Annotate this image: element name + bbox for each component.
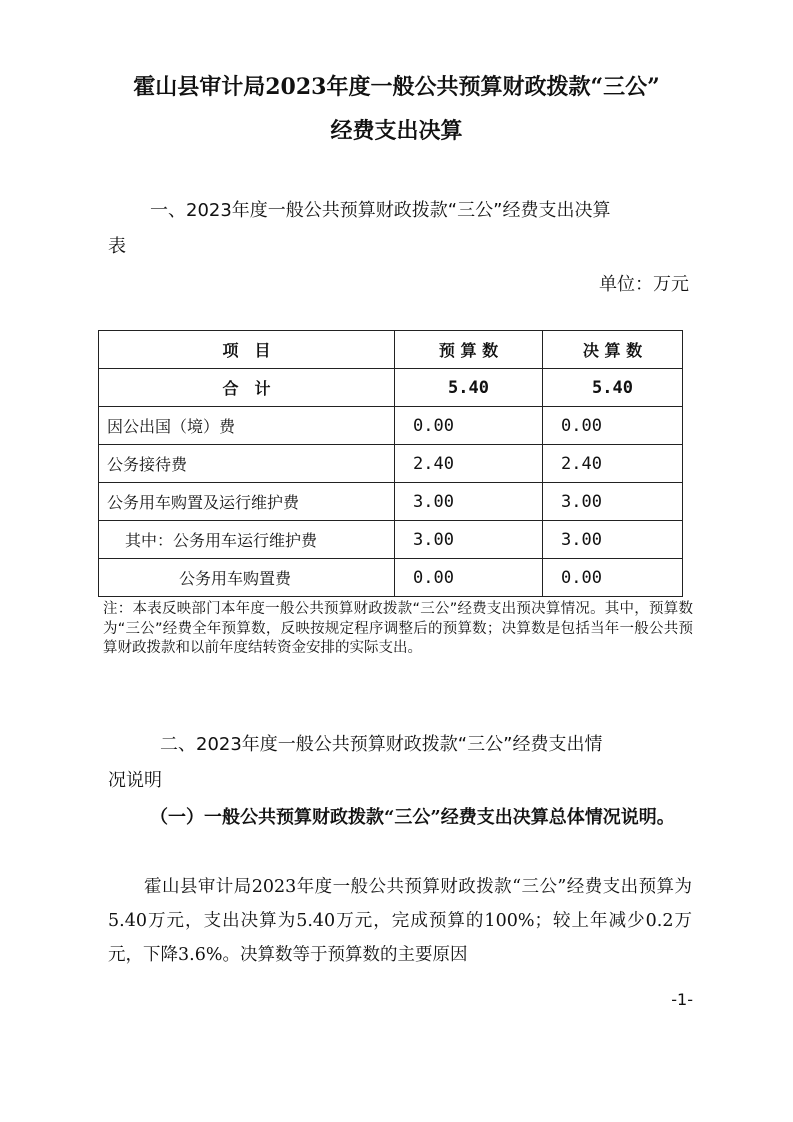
header-item: 项 目 <box>99 331 395 369</box>
row-label: 因公出国（境）费 <box>99 407 395 445</box>
table-row <box>99 521 683 559</box>
table-row <box>99 445 683 483</box>
header-budget: 预 算 数 <box>395 331 543 369</box>
section2-body-text: 霍山县审计局2023年度一般公共预算财政拨款“三公”经费支出预算为5.40万元，支出决算为5.40万元，完成预算的100%；较上年减少0.2万元，下降3.6%。决算数等于预算数的主要原因 <box>108 877 692 965</box>
row-label: 公务接待费 <box>99 445 395 483</box>
total-actual: 5.40 <box>543 369 683 407</box>
table-row <box>99 407 683 445</box>
row-budget: 2.40 <box>395 445 543 483</box>
row-actual: 3.00 <box>543 483 683 521</box>
row-budget: 0.00 <box>395 559 543 597</box>
table-header-row <box>99 331 683 369</box>
section2-heading-cont: 况说明 <box>108 770 162 791</box>
row-label: 公务用车购置及运行维护费 <box>99 483 395 521</box>
total-budget: 5.40 <box>395 369 543 407</box>
row-budget: 0.00 <box>395 407 543 445</box>
row-budget: 3.00 <box>395 521 543 559</box>
budget-table <box>98 330 683 597</box>
row-label: 公务用车购置费 <box>99 559 395 597</box>
row-label: 其中：公务用车运行维护费 <box>99 521 395 559</box>
table-row <box>99 483 683 521</box>
table-note: 注：本表反映部门本年度一般公共预算财政拨款“三公”经费支出预决算情况。其中，预算数为“三公”经费全年预算数，反映按规定程序调整后的预算数；决算数是包括当年一般公共预算财政拨款和以前年度结转资金安排的实际支出。 <box>103 601 693 656</box>
document-title-line1: 霍山县审计局2023年度一般公共预算财政拨款“三公” <box>133 74 660 100</box>
row-actual: 3.00 <box>543 521 683 559</box>
row-actual: 0.00 <box>543 559 683 597</box>
section2-subheading: （一）一般公共预算财政拨款“三公”经费支出决算总体情况说明。 <box>150 807 675 828</box>
row-budget: 3.00 <box>395 483 543 521</box>
table-row <box>99 559 683 597</box>
section2-heading: 二、2023年度一般公共预算财政拨款“三公”经费支出情 <box>160 734 603 755</box>
row-actual: 0.00 <box>543 407 683 445</box>
total-label: 合 计 <box>99 369 395 407</box>
page-number: -1- <box>671 990 693 1009</box>
row-actual: 2.40 <box>543 445 683 483</box>
table-total-row <box>99 369 683 407</box>
document-title-line2: 经费支出决算 <box>330 118 463 144</box>
unit-label: 单位：万元 <box>599 274 689 295</box>
header-actual: 决 算 数 <box>543 331 683 369</box>
section1-heading: 一、2023年度一般公共预算财政拨款“三公”经费支出决算 <box>150 200 611 221</box>
section1-heading-cont: 表 <box>108 236 126 257</box>
